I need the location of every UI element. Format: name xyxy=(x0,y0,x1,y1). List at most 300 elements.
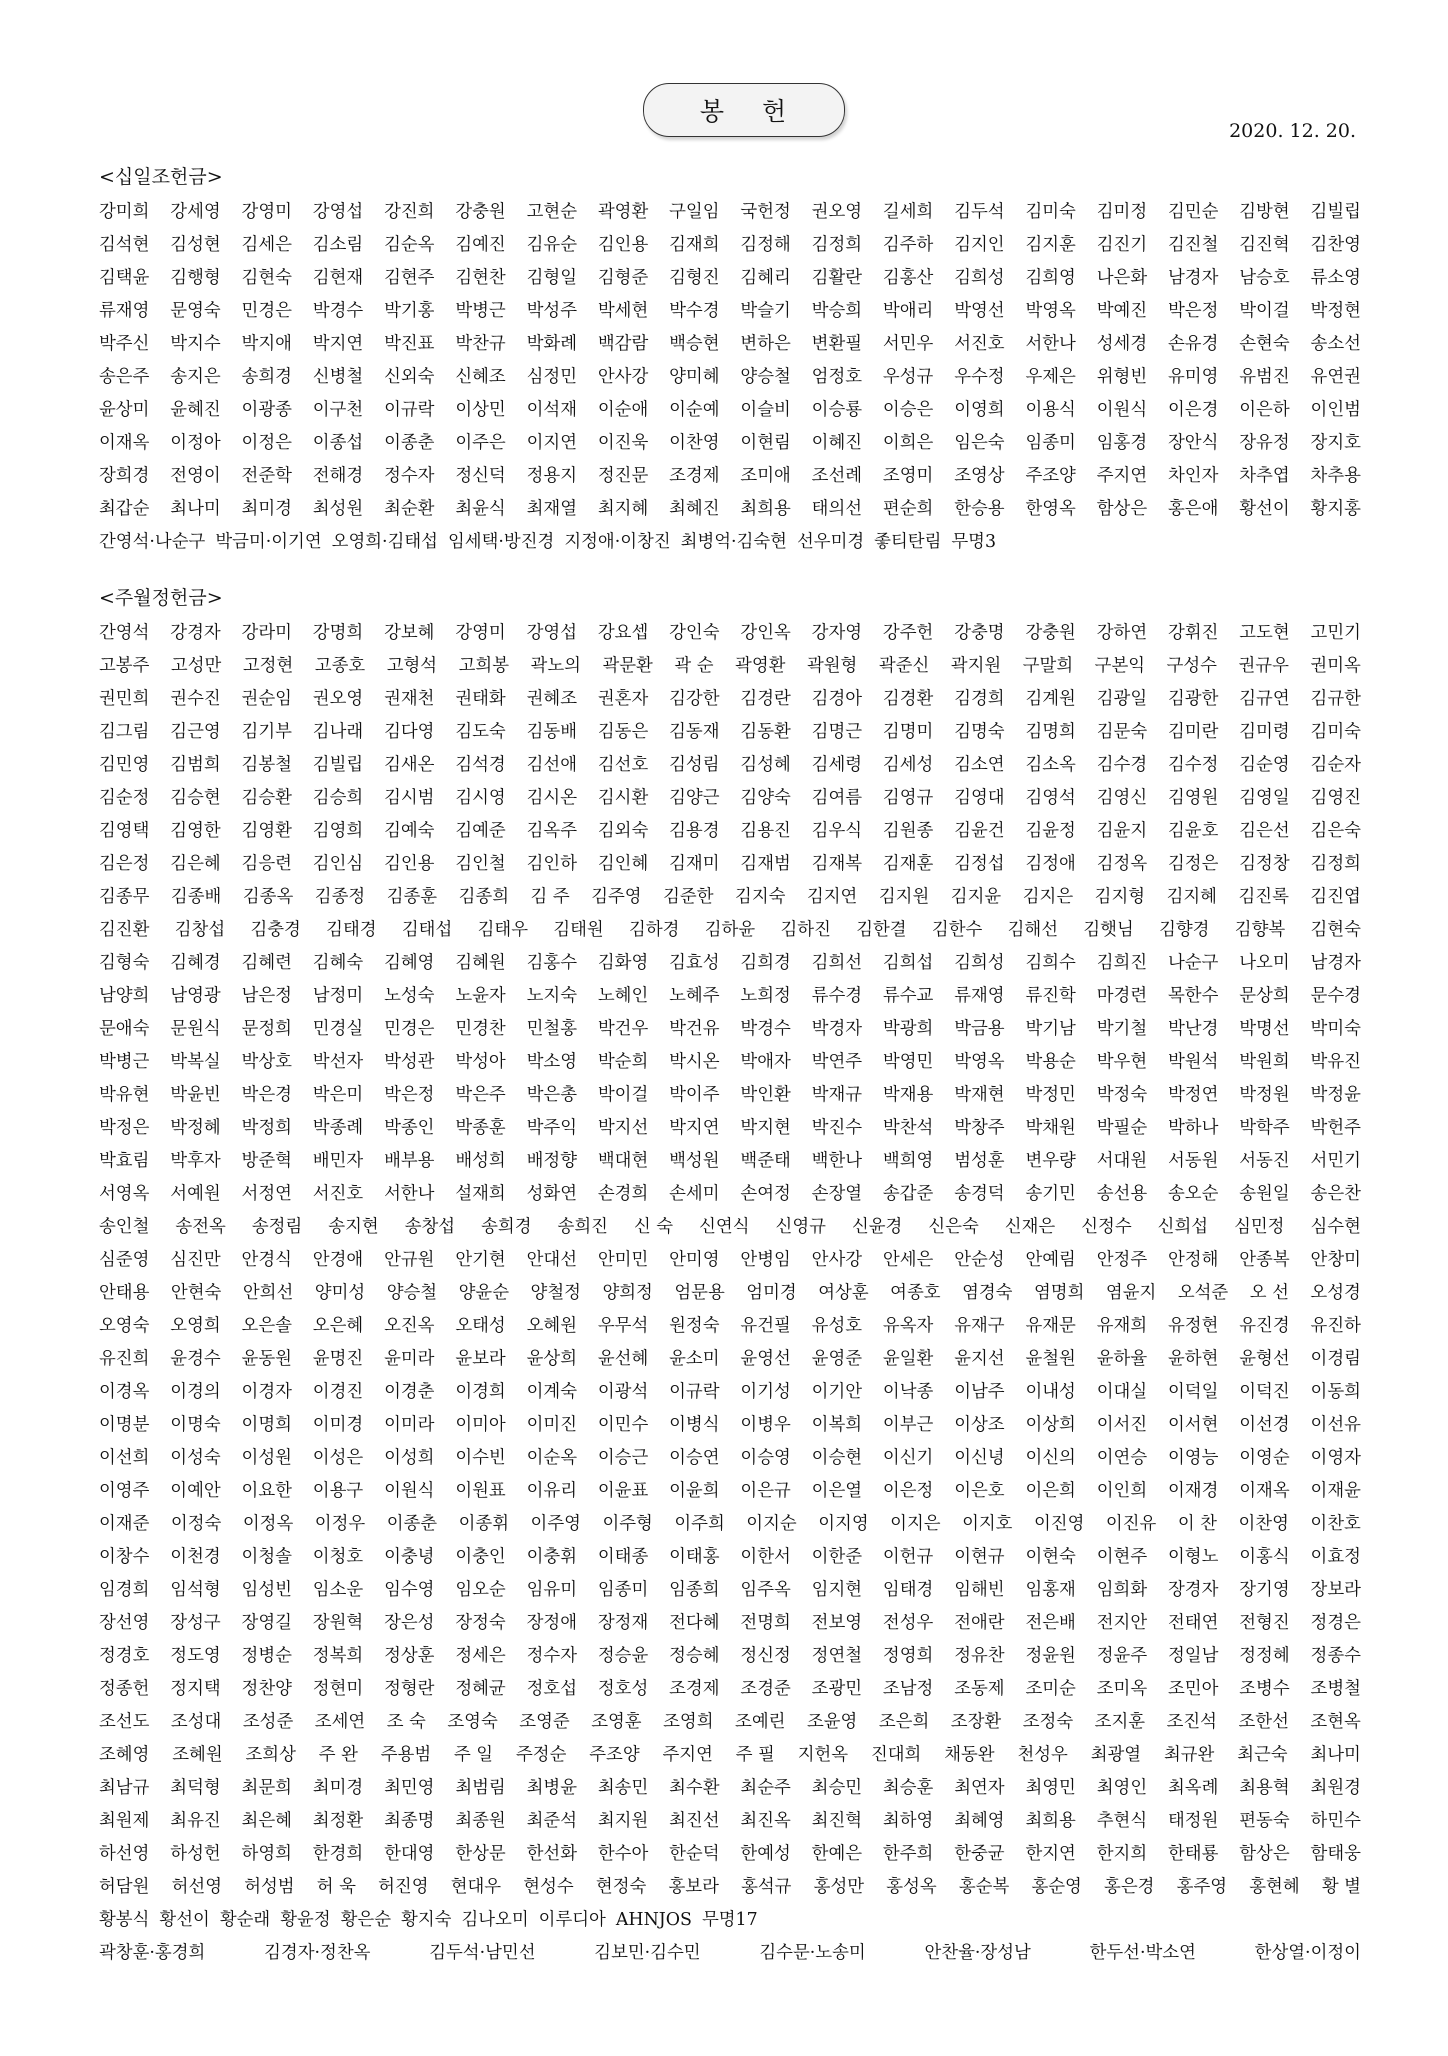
donor-name: 이재옥 xyxy=(99,433,150,453)
donor-name: 윤상희 xyxy=(526,1349,577,1369)
donor-name: 최미경 xyxy=(312,1778,364,1798)
donor-name: 편동숙 xyxy=(1239,1811,1290,1831)
donor-name: 강보혜 xyxy=(384,623,435,643)
donor-name: 김경란 xyxy=(740,689,791,709)
donor-name: 윤소미 xyxy=(669,1349,720,1369)
donor-name: 김지윤 xyxy=(950,887,1002,907)
donor-name: 남경자 xyxy=(1310,953,1361,973)
donor-name: 남경자 xyxy=(1167,268,1219,288)
donor-name: 강충명 xyxy=(954,623,1005,643)
name-row xyxy=(99,881,1361,914)
donor-name: 최진옥 xyxy=(740,1811,791,1831)
name-row xyxy=(99,1640,1361,1673)
donor-name: 이태종 xyxy=(597,1547,649,1567)
donor-name: 남양희 xyxy=(99,986,150,1006)
donor-name: 오태성 xyxy=(455,1316,506,1336)
donor-name: 함상은 xyxy=(1096,499,1148,519)
donor-name: 문정희 xyxy=(241,1019,292,1039)
name-row xyxy=(99,1475,1361,1508)
donor-name: 양승철 xyxy=(740,367,791,387)
donor-name: 김예숙 xyxy=(384,821,435,841)
donor-name: 이승근 xyxy=(597,1448,649,1468)
donor-name: 권혼자 xyxy=(597,689,649,709)
donor-name: 박창주 xyxy=(954,1118,1005,1138)
donor-name: 이영능 xyxy=(1167,1448,1219,1468)
donor-name: 이은희 xyxy=(1025,1481,1076,1501)
donor-name: 마경련 xyxy=(1096,986,1148,1006)
donor-name: 박주익 xyxy=(526,1118,577,1138)
name-row xyxy=(99,1904,1361,1937)
donor-name: 장기영 xyxy=(1239,1580,1290,1600)
donor-name: 김형일 xyxy=(526,268,577,288)
donor-name: 박지애 xyxy=(241,334,292,354)
donor-name: 문영숙 xyxy=(170,301,221,321)
donor-name: 이정아 xyxy=(170,433,221,453)
donor-name: 최은혜 xyxy=(241,1811,292,1831)
donor-name: 최혜영 xyxy=(954,1811,1005,1831)
donor-name: 이정숙 xyxy=(170,1514,222,1534)
donor-name: 이영주 xyxy=(99,1481,150,1501)
donor-name: 송기민 xyxy=(1025,1184,1076,1204)
donor-name: 우수정 xyxy=(954,367,1005,387)
name-row xyxy=(99,1673,1361,1706)
donor-name: 박종인 xyxy=(384,1118,435,1138)
donor-name: 황선이 xyxy=(159,1910,210,1930)
donor-name: 임은숙 xyxy=(954,433,1005,453)
donor-name: 박필순 xyxy=(1096,1118,1148,1138)
donor-name: 박경수 xyxy=(312,301,364,321)
donor-name: 박재용 xyxy=(882,1085,934,1105)
donor-name: 이복희 xyxy=(811,1415,863,1435)
donor-name: 이충녕 xyxy=(384,1547,435,1567)
donor-name: 김태원 xyxy=(553,920,604,940)
donor-name: 임석형 xyxy=(170,1580,221,1600)
donor-name: 박은총 xyxy=(526,1085,577,1105)
donor-name: 김재범 xyxy=(740,854,791,874)
donor-name: 임홍재 xyxy=(1025,1580,1076,1600)
donor-name: 정신덕 xyxy=(455,466,506,486)
donor-name: 박예진 xyxy=(1096,301,1148,321)
donor-name: 김영진 xyxy=(1310,788,1361,808)
donor-name: 이정우 xyxy=(314,1514,366,1534)
donor-name: 오영희·김태섭 xyxy=(331,532,438,552)
donor-name: 최지혜 xyxy=(597,499,649,519)
donor-name: 류소영 xyxy=(1310,268,1361,288)
donor-name: 김종옥 xyxy=(242,887,294,907)
donor-name: 김정희 xyxy=(811,235,863,255)
donor-name: 심준영 xyxy=(99,1250,150,1270)
donor-name: 김지훈 xyxy=(1025,235,1076,255)
donor-name: 안정해 xyxy=(1167,1250,1219,1270)
donor-name: 이신녕 xyxy=(954,1448,1005,1468)
donor-name: 신영규 xyxy=(775,1217,826,1237)
donor-name: 이주희 xyxy=(674,1514,725,1534)
donor-name: 박영옥 xyxy=(1025,301,1076,321)
donor-name: 윤혜진 xyxy=(170,400,221,420)
donor-name: 정상훈 xyxy=(384,1646,435,1666)
donor-name: 김명숙 xyxy=(954,722,1005,742)
donor-name: 김소옥 xyxy=(1025,755,1076,775)
name-row xyxy=(99,526,1361,559)
donor-name: 황윤정 xyxy=(280,1910,331,1930)
donor-name: 김예준 xyxy=(455,821,506,841)
donor-name: 김응련 xyxy=(241,854,292,874)
donor-name: 윤영준 xyxy=(811,1349,863,1369)
donor-name: 한태룡 xyxy=(1167,1844,1219,1864)
name-row xyxy=(99,1838,1361,1871)
name-row xyxy=(99,493,1361,526)
donor-name: 손현숙 xyxy=(1239,334,1290,354)
donor-name: 조선례 xyxy=(811,466,863,486)
donor-name: 김윤호 xyxy=(1167,821,1219,841)
donor-name: 이효정 xyxy=(1310,1547,1361,1567)
donor-name: 민경실 xyxy=(312,1019,364,1039)
donor-name: 박화례 xyxy=(526,334,577,354)
donor-name: 문수경 xyxy=(1310,986,1361,1006)
donor-name: 김승환 xyxy=(241,788,292,808)
donor-name: 조세연 xyxy=(314,1712,366,1732)
donor-name: 김영규 xyxy=(882,788,934,808)
donor-name: 김시환 xyxy=(597,788,649,808)
donor-name: 이승영 xyxy=(740,1448,791,1468)
donor-name: 김희영 xyxy=(1025,268,1076,288)
donor-name: 오진옥 xyxy=(384,1316,435,1336)
donor-name: 최규완 xyxy=(1163,1745,1215,1765)
donor-name: 전명희 xyxy=(740,1613,791,1633)
donor-name: 추현식 xyxy=(1096,1811,1148,1831)
donor-name: 김빌립 xyxy=(312,755,364,775)
donor-name: 정혜균 xyxy=(455,1679,506,1699)
donor-name: 김종훈 xyxy=(386,887,438,907)
donor-name: 장보라 xyxy=(1310,1580,1361,1600)
donor-name: 류재영 xyxy=(99,301,150,321)
name-row xyxy=(99,262,1361,295)
donor-name: 강진희 xyxy=(384,202,435,222)
donor-name: 김시범 xyxy=(384,788,435,808)
donor-name: 김현재 xyxy=(312,268,364,288)
donor-name: 한지희 xyxy=(1096,1844,1148,1864)
donor-name: 이정옥 xyxy=(242,1514,294,1534)
donor-name: 조영상 xyxy=(954,466,1005,486)
donor-name: 송희진 xyxy=(557,1217,608,1237)
donor-name: 조예린 xyxy=(735,1712,786,1732)
donor-name: 고종호 xyxy=(314,656,366,676)
name-list xyxy=(99,617,1361,1970)
donor-name: 노성숙 xyxy=(384,986,435,1006)
donor-name: 이재옥 xyxy=(1239,1481,1290,1501)
donor-name: 엄문용 xyxy=(674,1283,725,1303)
name-row xyxy=(99,1706,1361,1739)
donor-name: 송지은 xyxy=(170,367,221,387)
donor-name: 임해빈 xyxy=(954,1580,1005,1600)
donor-name: 윤선혜 xyxy=(597,1349,649,1369)
donor-name: 박영민 xyxy=(882,1052,934,1072)
donor-name: 고민기 xyxy=(1310,623,1361,643)
name-row xyxy=(99,1145,1361,1178)
donor-name: 김성혜 xyxy=(740,755,791,775)
donor-name: 이석재 xyxy=(526,400,577,420)
donor-name: 양윤순 xyxy=(458,1283,510,1303)
donor-name: 장희경 xyxy=(99,466,150,486)
donor-name: 이은열 xyxy=(811,1481,863,1501)
donor-name: 민경찬 xyxy=(455,1019,506,1039)
donor-name: 선우미경 xyxy=(796,532,865,552)
donor-name: 주 일 xyxy=(453,1745,494,1765)
donor-name: 이민수 xyxy=(597,1415,649,1435)
donor-name: 이기안 xyxy=(811,1382,863,1402)
donor-name: 이은하 xyxy=(1239,400,1290,420)
donor-name: 이현숙 xyxy=(1025,1547,1076,1567)
donor-name: 박재규 xyxy=(811,1085,863,1105)
donor-name: 이지영 xyxy=(818,1514,869,1534)
donor-name: 이진욱 xyxy=(597,433,649,453)
donor-name: 김혜리 xyxy=(740,268,791,288)
donor-name: 함태웅 xyxy=(1310,1844,1361,1864)
donor-name: 박주신 xyxy=(99,334,150,354)
donor-name: 노혜인 xyxy=(597,986,649,1006)
donor-name: 이재준 xyxy=(99,1514,150,1534)
donor-name: 오영숙 xyxy=(99,1316,150,1336)
donor-name: 최송민 xyxy=(597,1778,649,1798)
donor-name: 오석준 xyxy=(1177,1283,1229,1303)
donor-name: 윤경수 xyxy=(170,1349,221,1369)
donor-name: 남영광 xyxy=(170,986,221,1006)
donor-name: 장유정 xyxy=(1239,433,1290,453)
donor-name: 강영섭 xyxy=(526,623,577,643)
donor-name: 이인범 xyxy=(1310,400,1361,420)
donor-name: 서민기 xyxy=(1310,1151,1361,1171)
name-row xyxy=(99,1739,1361,1772)
donor-name: 강휘진 xyxy=(1167,623,1219,643)
donor-name: 노희정 xyxy=(740,986,791,1006)
donor-name: 이명희 xyxy=(241,1415,292,1435)
donor-name: 고희봉 xyxy=(458,656,510,676)
donor-name: 송오순 xyxy=(1167,1184,1219,1204)
donor-name: 김유순 xyxy=(526,235,577,255)
donor-name: 임종미 xyxy=(1025,433,1076,453)
donor-name: 조 숙 xyxy=(386,1712,426,1732)
donor-name: 김빌립 xyxy=(1310,202,1361,222)
donor-name: 정세은 xyxy=(455,1646,506,1666)
donor-name: 최병억·김숙현 xyxy=(680,532,787,552)
donor-name: 최덕형 xyxy=(170,1778,221,1798)
donor-name: 김성현 xyxy=(170,235,221,255)
donor-name: 윤형선 xyxy=(1239,1349,1290,1369)
donor-name: 김혜영 xyxy=(384,953,435,973)
donor-name: 태정원 xyxy=(1167,1811,1219,1831)
donor-name: 김혜경 xyxy=(170,953,221,973)
section-heading: <십일조헌금> xyxy=(99,166,223,188)
name-row xyxy=(99,1013,1361,1046)
donor-name: 김행형 xyxy=(170,268,221,288)
donor-name: 김윤정 xyxy=(1025,821,1076,841)
donor-name: 오성경 xyxy=(1310,1283,1361,1303)
donor-name: 문애숙 xyxy=(99,1019,150,1039)
donor-name: 조진석 xyxy=(1166,1712,1217,1732)
donor-name: 곽지원 xyxy=(950,656,1002,676)
donor-name: 이진유 xyxy=(1105,1514,1157,1534)
donor-name: 박지연 xyxy=(669,1118,720,1138)
donor-name: 김창섭 xyxy=(174,920,226,940)
donor-name: 이광석 xyxy=(597,1382,649,1402)
donor-name: 유재희 xyxy=(1096,1316,1148,1336)
donor-name: 김방현 xyxy=(1239,202,1290,222)
donor-name: 박지연 xyxy=(312,334,364,354)
name-row xyxy=(99,815,1361,848)
donor-name: 유재문 xyxy=(1025,1316,1076,1336)
donor-name: 박복실 xyxy=(170,1052,221,1072)
donor-name: 신혜조 xyxy=(455,367,506,387)
donor-name: 박건우 xyxy=(597,1019,649,1039)
donor-name: 서대원 xyxy=(1096,1151,1148,1171)
donor-name: 김영택 xyxy=(99,821,150,841)
donor-name: 김문숙 xyxy=(1096,722,1148,742)
donor-name: 최원제 xyxy=(99,1811,150,1831)
donor-name: 전성우 xyxy=(882,1613,934,1633)
donor-name: 최지원 xyxy=(597,1811,649,1831)
donor-name: 김하윤 xyxy=(704,920,756,940)
donor-name: 이원식 xyxy=(1096,400,1148,420)
donor-name: 주조양 xyxy=(1025,466,1076,486)
donor-name: 김시영 xyxy=(455,788,506,808)
donor-name: 최용혁 xyxy=(1239,1778,1290,1798)
name-row xyxy=(99,1772,1361,1805)
donor-name: 김양근 xyxy=(669,788,720,808)
donor-name: 김향복 xyxy=(1234,920,1286,940)
donor-name: 주조양 xyxy=(589,1745,640,1765)
donor-name: 박정희 xyxy=(241,1118,292,1138)
donor-name: 김성림 xyxy=(669,755,720,775)
donor-name: 조한선 xyxy=(1238,1712,1289,1732)
donor-name: 김종배 xyxy=(170,887,222,907)
donor-name: 이신기 xyxy=(882,1448,934,1468)
donor-name: 김그림 xyxy=(99,722,150,742)
donor-name: 이덕진 xyxy=(1239,1382,1290,1402)
donor-name: 차추용 xyxy=(1310,466,1361,486)
donor-name: 이 찬 xyxy=(1177,1514,1217,1534)
donor-name: 고봉주 xyxy=(99,656,150,676)
donor-name: 박미숙 xyxy=(1310,1019,1361,1039)
donor-name: 김동은 xyxy=(597,722,649,742)
donor-name: 김진록 xyxy=(1238,887,1289,907)
donor-name: 정수자 xyxy=(526,1646,577,1666)
donor-name: 권순임 xyxy=(241,689,292,709)
donor-name: 김두석·남민선 xyxy=(429,1943,536,1963)
donor-name: 이기성 xyxy=(740,1382,791,1402)
donor-name: 조동제 xyxy=(954,1679,1005,1699)
donor-name: 서정연 xyxy=(241,1184,292,1204)
donor-name: 한순덕 xyxy=(669,1844,720,1864)
donor-name: 박지수 xyxy=(170,334,221,354)
donor-name: 권미옥 xyxy=(1310,656,1361,676)
donor-name: 양미혜 xyxy=(669,367,720,387)
donor-name: 이창수 xyxy=(99,1547,150,1567)
donor-name: 박종례 xyxy=(312,1118,364,1138)
donor-name: 이순옥 xyxy=(526,1448,577,1468)
donor-name: 김선애 xyxy=(526,755,577,775)
donor-name: 김동환 xyxy=(740,722,791,742)
donor-name: 조영준 xyxy=(519,1712,570,1732)
donor-name: 이충휘 xyxy=(526,1547,577,1567)
donor-name: 유진경 xyxy=(1239,1316,1290,1336)
donor-name: 안미민 xyxy=(597,1250,649,1270)
donor-name: 임수영 xyxy=(384,1580,435,1600)
donor-name: 이부근 xyxy=(882,1415,934,1435)
name-row xyxy=(99,427,1361,460)
donor-name: 양철정 xyxy=(530,1283,581,1303)
donor-name: 허진영 xyxy=(378,1877,429,1897)
donor-name: 김수경 xyxy=(1096,755,1148,775)
donor-name: 이상희 xyxy=(1025,1415,1076,1435)
donor-name: 이종춘 xyxy=(384,433,435,453)
donor-name: 장영길 xyxy=(241,1613,292,1633)
donor-name: 원정숙 xyxy=(669,1316,720,1336)
donor-name: 박선자 xyxy=(312,1052,364,1072)
donor-name: 신정수 xyxy=(1081,1217,1132,1237)
donor-name: 윤하현 xyxy=(1167,1349,1219,1369)
donor-name: 박금미·이기연 xyxy=(215,532,322,552)
donor-name: 장선영 xyxy=(99,1613,150,1633)
donor-name: 조지훈 xyxy=(1094,1712,1146,1732)
donor-name: 허선영 xyxy=(171,1877,222,1897)
donor-name: 이영희 xyxy=(954,400,1005,420)
donor-name: 최갑순 xyxy=(99,499,150,519)
donor-name: 구성수 xyxy=(1166,656,1217,676)
donor-name: 조미애 xyxy=(740,466,791,486)
donor-name: 강인숙 xyxy=(669,623,720,643)
donor-name: 한상열·이정이 xyxy=(1254,1943,1361,1963)
donor-name: 강영미 xyxy=(455,623,506,643)
donor-name: 홍순영 xyxy=(1031,1877,1082,1897)
name-row xyxy=(99,1277,1361,1310)
donor-name: 심진만 xyxy=(170,1250,221,1270)
name-row xyxy=(99,716,1361,749)
donor-name: 김계원 xyxy=(1025,689,1076,709)
donor-name: 박지현 xyxy=(740,1118,791,1138)
donor-name: 주정순 xyxy=(515,1745,567,1765)
donor-name: 김지연 xyxy=(806,887,858,907)
donor-name: 이선희 xyxy=(99,1448,150,1468)
donor-name: 최종원 xyxy=(455,1811,506,1831)
donor-name: 구본익 xyxy=(1094,656,1146,676)
donor-name: 허성범 xyxy=(244,1877,295,1897)
donor-name: 김희선 xyxy=(811,953,863,973)
donor-name: 최유진 xyxy=(170,1811,221,1831)
donor-name: 박이걸 xyxy=(597,1085,649,1105)
donor-name: 김민영 xyxy=(99,755,150,775)
donor-name: 강영미 xyxy=(241,202,292,222)
donor-name: 문상희 xyxy=(1239,986,1290,1006)
donor-name: 조남정 xyxy=(882,1679,934,1699)
donor-name: 김수정 xyxy=(1167,755,1219,775)
donor-name: 지헌옥 xyxy=(797,1745,849,1765)
donor-name: 조경제 xyxy=(669,1679,720,1699)
donor-name: 김영환 xyxy=(241,821,292,841)
donor-name: 박기홍 xyxy=(384,301,435,321)
donor-name: 백대현 xyxy=(597,1151,649,1171)
donor-name: 한대영 xyxy=(384,1844,435,1864)
donor-name: 이현규 xyxy=(954,1547,1005,1567)
donor-name: 한선화 xyxy=(526,1844,577,1864)
donor-name: 박이걸 xyxy=(1239,301,1290,321)
donor-name: 하민수 xyxy=(1310,1811,1361,1831)
donor-name: 최남규 xyxy=(99,1778,150,1798)
donor-name: 유성호 xyxy=(811,1316,863,1336)
donor-name: 곽 순 xyxy=(674,656,714,676)
donor-name: 김정섭 xyxy=(954,854,1005,874)
donor-name: 손유경 xyxy=(1167,334,1219,354)
donor-name: 이청호 xyxy=(312,1547,364,1567)
